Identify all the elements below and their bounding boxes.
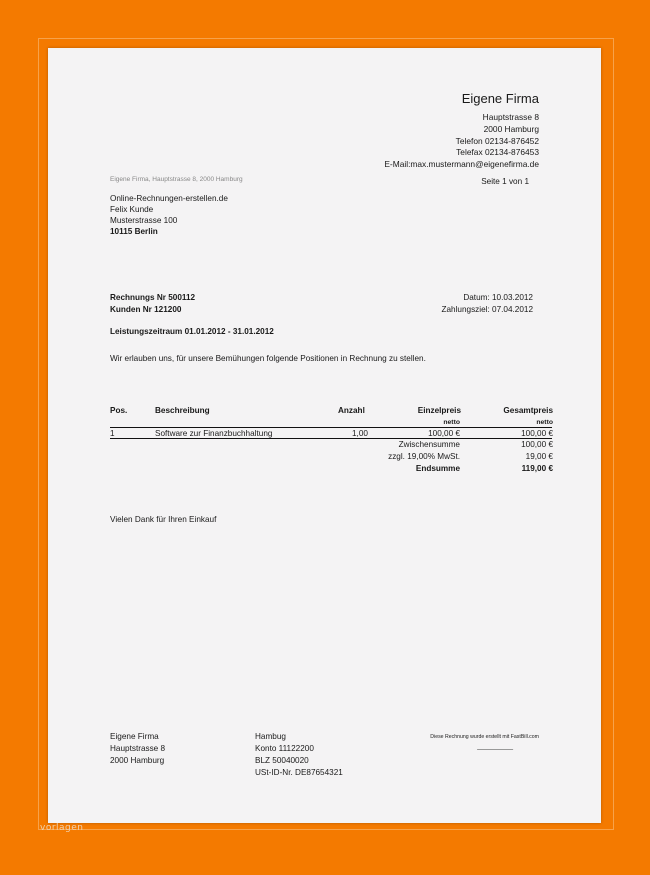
- table-header-rule: [110, 427, 552, 428]
- grand-total-label: Endsumme: [415, 464, 460, 473]
- vat-value: 19,00 €: [525, 452, 553, 461]
- footer-company: Eigene Firma: [110, 732, 159, 741]
- recipient-city: 10115 Berlin: [110, 227, 158, 236]
- footer-street: Hauptstrasse 8: [110, 744, 166, 753]
- header-quantity: Anzahl: [338, 406, 365, 415]
- company-street: Hauptstrasse 8: [482, 112, 539, 122]
- header-total-netto: netto: [536, 419, 553, 426]
- intro-text: Wir erlauben uns, für unsere Bemühungen folgende Positionen in Rechnung zu stellen.: [110, 354, 426, 363]
- row-total: 100,00 €: [521, 429, 553, 438]
- payment-due: Zahlungsziel: 07.04.2012: [441, 305, 533, 314]
- signature-mark: [477, 744, 515, 750]
- grand-total-value: 119,00 €: [521, 464, 553, 473]
- header-unit-netto: netto: [443, 419, 460, 426]
- company-email: E-Mail:max.mustermann@eigenefirma.de: [384, 159, 539, 169]
- service-period: Leistungszeitraum 01.01.2012 - 31.01.2012: [110, 327, 274, 336]
- thanks-text: Vielen Dank für Ihren Einkauf: [110, 515, 217, 524]
- subtotal-value: 100,00 €: [521, 440, 553, 449]
- row-quantity: 1,00: [352, 429, 368, 438]
- footer-bank: Hambug: [255, 732, 286, 741]
- table-body-rule: [110, 438, 552, 439]
- row-pos: 1: [110, 429, 115, 438]
- company-phone: Telefon 02134-876452: [455, 136, 539, 146]
- recipient-street: Musterstrasse 100: [110, 216, 178, 225]
- return-address: Eigene Firma, Hauptstrasse 8, 2000 Hamburg: [110, 176, 243, 183]
- customer-number: Kunden Nr 121200: [110, 305, 182, 314]
- footer-vat-id: USt-ID-Nr. DE87654321: [255, 768, 343, 777]
- recipient-name: Felix Kunde: [110, 205, 154, 214]
- header-unit-price: Einzelpreis: [417, 406, 461, 415]
- company-city: 2000 Hamburg: [483, 124, 539, 134]
- page-info: Seite 1 von 1: [481, 177, 529, 186]
- row-description: Software zur Finanzbuchhaltung: [155, 429, 273, 438]
- company-name: Eigene Firma: [461, 91, 539, 106]
- header-total: Gesamtpreis: [503, 406, 553, 415]
- vat-label: zzgl. 19,00% MwSt.: [388, 452, 460, 461]
- footer-account: Konto 11122200: [255, 744, 314, 753]
- company-fax: Telefax 02134-876453: [456, 147, 539, 157]
- header-pos: Pos.: [110, 406, 128, 415]
- watermark: vorlagen: [40, 823, 84, 833]
- footer-blz: BLZ 50040020: [255, 756, 309, 765]
- subtotal-label: Zwischensumme: [398, 440, 460, 449]
- recipient-company: Online-Rechnungen-erstellen.de: [110, 194, 228, 203]
- invoice-number: Rechnungs Nr 500112: [110, 293, 196, 302]
- header-description: Beschreibung: [155, 406, 210, 415]
- footer-generator-note: Diese Rechnung wurde erstellt mit FastBill.com: [430, 734, 539, 740]
- footer-city: 2000 Hamburg: [110, 756, 165, 765]
- row-unit-price: 100,00 €: [428, 429, 460, 438]
- invoice-date: Datum: 10.03.2012: [463, 293, 533, 302]
- invoice-page: [48, 48, 601, 823]
